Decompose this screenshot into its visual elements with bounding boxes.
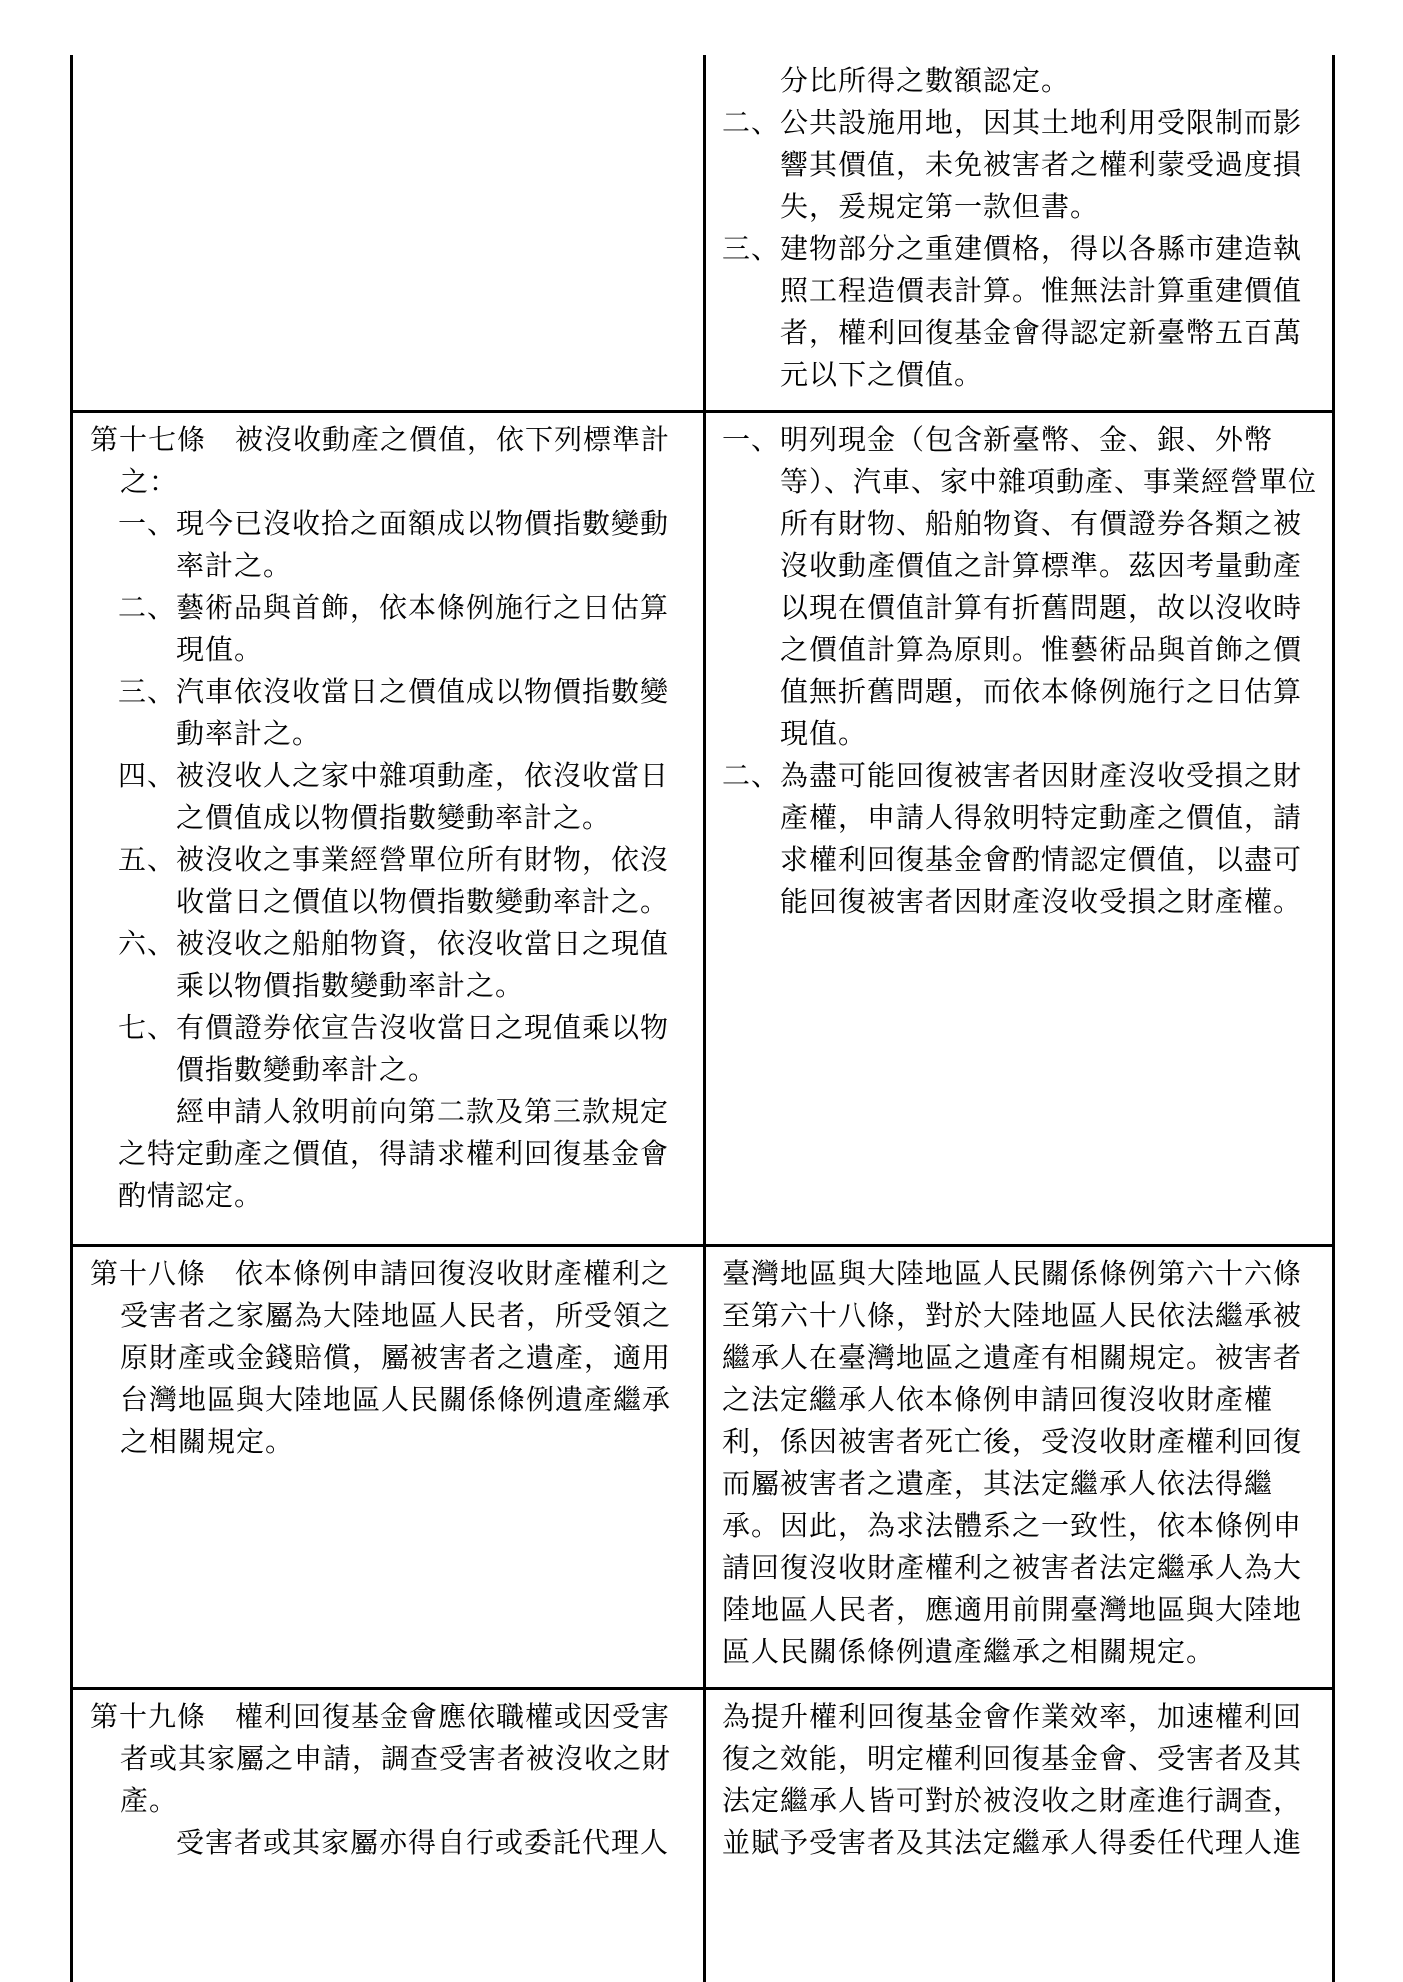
row3-right-cell: [722, 1696, 1322, 1864]
row0-right-cell: [722, 60, 1322, 396]
row-divider-2: [70, 1244, 1335, 1247]
article-17-item-3: 三、汽車依沒收當日之價值成以物價指數變動率計之。: [118, 675, 670, 750]
article-17-item-6: 六、被沒收之船舶物資，依沒收當日之現值乘以物價指數變動率計之。: [118, 927, 670, 1002]
row1-right-cell: [722, 419, 1322, 923]
article-19-paragraph-2: 受害者或其家屬亦得自行或委託代理人: [176, 1826, 670, 1859]
article-19-heading: 第十九條 權利回復基金會應依職權或因受害者或其家屬之申請，調查受害者被沒收之財產。: [90, 1700, 672, 1817]
table-middle-border: [703, 55, 706, 1982]
article-17-item-4: 四、被沒收人之家中雜項動產，依沒收當日之價值成以物價指數變動率計之。: [118, 759, 670, 834]
row2-right-cell: [722, 1253, 1322, 1673]
article-17-reason-2: 二、為盡可能回復被害者因財產沒收受損之財產權，申請人得敘明特定動產之價值，請求權利回復基金會酌情認定價值，以盡可能回復被害者因財產沒收受損之財產權。: [722, 759, 1303, 918]
article-17-heading: 第十七條 被沒收動產之價值，依下列標準計之：: [90, 423, 671, 498]
row1-left-cell: [90, 419, 690, 1217]
article-17-item-5: 五、被沒收之事業經營單位所有財物，依沒收當日之價值以物價指數變動率計之。: [118, 843, 670, 918]
row0-right-item-2: 二、公共設施用地，因其土地利用受限制而影響其價值，未免被害者之權利蒙受過度損失，爰規定第一款但書。: [722, 106, 1303, 223]
article-18-reason: 臺灣地區與大陸地區人民關係條例第六十六條至第六十八條，對於大陸地區人民依法繼承被繼承人在臺灣地區之遺產有相關規定。被害者之法定繼承人依本條例申請回復沒收財產權利，係因被害者死亡後，受沒收財產權利回復而屬被害者之遺產，其法定繼承人依法得繼承。因此，為求法體系之一致性，依本條例申請回復沒收財產權利之被害者法定繼承人為大陸地區人民者，應適用前開臺灣地區與大陸地區人民關係條例遺產繼承之相關規定。: [722, 1257, 1303, 1668]
row-divider-3: [70, 1687, 1335, 1690]
table-right-border: [1332, 55, 1335, 1982]
row0-right-continuation: 分比所得之數額認定。: [780, 64, 1071, 97]
table-left-border: [70, 55, 73, 1982]
row0-right-item-3: 三、建物部分之重建價格，得以各縣市建造執照工程造價表計算。惟無法計算重建價值者，權利回復基金會得認定新臺幣五百萬元以下之價值。: [722, 232, 1303, 391]
article-17-paragraph-2: 經申請人敘明前向第二款及第三款規定之特定動產之價值，得請求權利回復基金會酌情認定。: [118, 1095, 670, 1212]
article-17-item-2: 二、藝術品與首飾，依本條例施行之日估算現值。: [118, 591, 670, 666]
article-19-reason: 為提升權利回復基金會作業效率，加速權利回復之效能，明定權利回復基金會、受害者及其法定繼承人皆可對於被沒收之財產進行調查，並賦予受害者及其法定繼承人得委任代理人進: [722, 1700, 1303, 1859]
row-divider-1: [70, 410, 1335, 413]
row0-left-cell: [90, 55, 690, 405]
article-17-reason-1: 一、明列現金（包含新臺幣、金、銀、外幣等）、汽車、家中雜項動產、事業經營單位所有財物、船舶物資、有價證券各類之被沒收動產價值之計算標準。茲因考量動產以現在價值計算有折舊問題，故以沒收時之價值計算為原則。惟藝術品與首飾之價值無折舊問題，而依本條例施行之日估算現值。: [722, 423, 1318, 750]
row3-left-cell: [90, 1696, 690, 1864]
row2-left-cell: [90, 1253, 690, 1463]
article-18-text: 第十八條 依本條例申請回復沒收財產權利之受害者之家屬為大陸地區人民者，所受領之原財產或金錢賠償，屬被害者之遺產，適用台灣地區與大陸地區人民關係條例遺產繼承之相關規定。: [90, 1257, 672, 1458]
article-17-item-1: 一、現今已沒收拾之面額成以物價指數變動率計之。: [118, 507, 670, 582]
article-17-item-7: 七、有價證券依宣告沒收當日之現值乘以物價指數變動率計之。: [118, 1011, 670, 1086]
